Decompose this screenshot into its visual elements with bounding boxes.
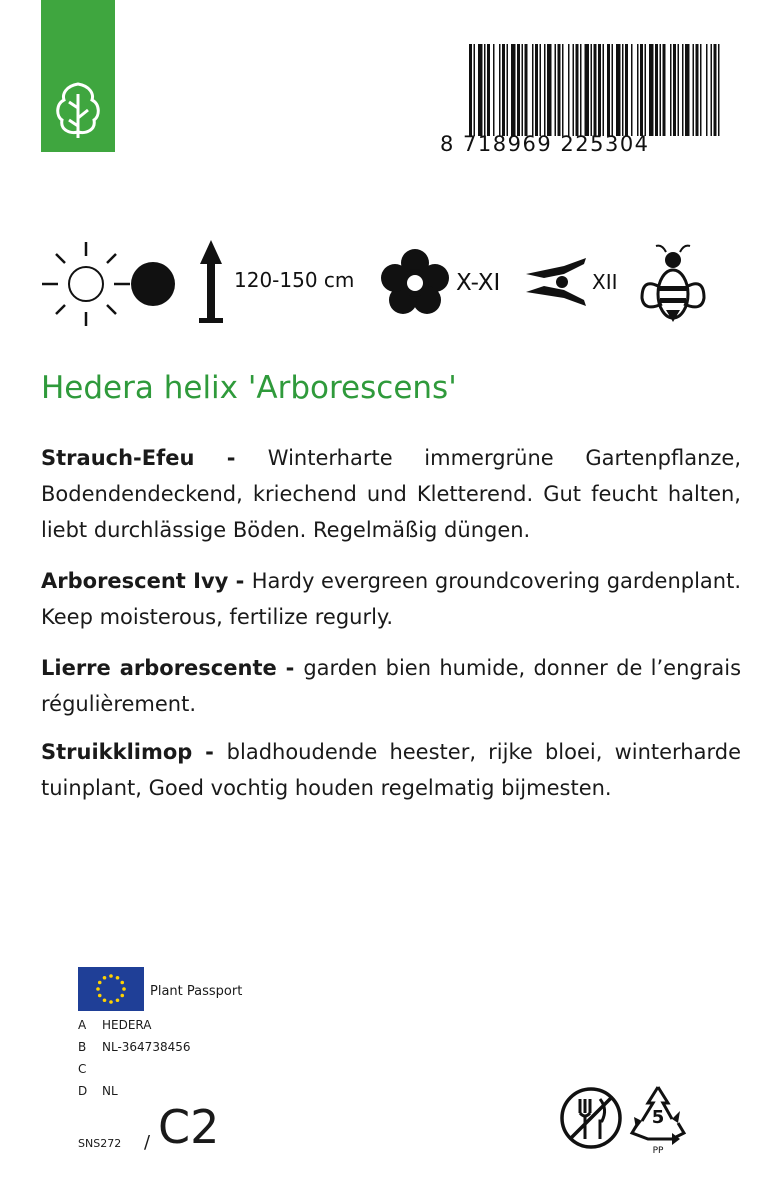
barcode-bar <box>594 44 597 136</box>
barcode-bar <box>487 44 490 136</box>
barcode-bar <box>493 44 495 136</box>
barcode-bar <box>678 44 680 136</box>
passport-value: NL-364738456 <box>102 1040 191 1054</box>
not-food-safe-icon <box>558 1085 624 1151</box>
description-name: Lierre arborescente - <box>41 656 304 680</box>
pot-size: C2 <box>158 1100 220 1154</box>
barcode-bar <box>585 44 590 136</box>
height-arrow-icon <box>196 238 226 328</box>
barcode-bar <box>711 44 713 136</box>
barcode-bar <box>544 44 546 136</box>
barcode-bar <box>607 44 610 136</box>
barcode-bar <box>525 44 528 136</box>
eu-star <box>122 987 126 991</box>
bloom-text: X-XI <box>456 270 501 296</box>
barcode-bar <box>522 44 524 136</box>
flower-icon <box>380 238 450 328</box>
recycle-material: PP <box>652 1146 664 1155</box>
passport-key: C <box>78 1062 87 1076</box>
tree-leaf-icon <box>52 80 104 140</box>
barcode-bar <box>603 44 605 136</box>
barcode-bar <box>499 44 501 136</box>
barcode-bar <box>640 44 643 136</box>
barcode-bar <box>469 44 472 136</box>
barcode-bar <box>502 44 505 136</box>
recycle-number: 5 <box>651 1107 665 1128</box>
barcode-bar <box>700 44 702 136</box>
barcode-bar <box>532 44 534 136</box>
barcode-bar <box>591 44 593 136</box>
height-text: 120-150 cm <box>234 268 355 292</box>
barcode-bar <box>573 44 575 136</box>
description-text: Winterharte immergrüne Gartenpflanze, Bodendendeckend, kriechend und Kletterend. Gut feucht halten, liebt durchlässige Böden. Regelmäßig düngen. <box>41 446 741 542</box>
barcode-bar <box>576 44 579 136</box>
eu-star <box>98 981 102 985</box>
plant-title: Hedera helix 'Arborescens' <box>41 370 457 406</box>
barcode-bar <box>540 44 542 136</box>
barcode-bar <box>625 44 628 136</box>
passport-value: NL <box>102 1084 118 1098</box>
barcode-bar <box>622 44 624 136</box>
barcode-bar <box>685 44 690 136</box>
barcode-bar <box>718 44 720 136</box>
sun-icon <box>40 238 132 328</box>
barcode-bar <box>649 44 654 136</box>
description-en <box>41 563 741 635</box>
passport-row-d <box>78 1084 118 1098</box>
passport-key: B <box>78 1040 87 1054</box>
barcode-digits: 8 718969 225304 <box>440 132 650 156</box>
description-name: Arborescent Ivy - <box>41 569 252 593</box>
plant-passport-label: Plant Passport <box>150 984 243 999</box>
barcode-bar <box>511 44 516 136</box>
description-name: Strauch-Efeu - <box>41 446 268 470</box>
recycle-icon <box>628 1083 688 1155</box>
barcode-bar <box>637 44 639 136</box>
passport-row-c <box>78 1062 102 1076</box>
description-name: Struikklimop - <box>41 740 227 764</box>
passport-key: A <box>78 1018 87 1032</box>
barcode-bar <box>555 44 557 136</box>
barcode-bar <box>580 44 582 136</box>
description-text: Hardy evergreen groundcovering gardenplant. Keep moisterous, fertilize regurly. <box>41 569 742 629</box>
barcode-bar <box>484 44 486 136</box>
barcode-bar <box>670 44 672 136</box>
description-nl <box>41 734 741 806</box>
eu-star <box>120 981 124 985</box>
barcode-bar <box>631 44 633 136</box>
passport-key: D <box>78 1084 88 1098</box>
barcode-bar <box>645 44 647 136</box>
eu-star <box>98 994 102 998</box>
eu-star <box>116 998 120 1002</box>
eu-star <box>116 976 120 980</box>
barcode-bar <box>474 44 476 136</box>
eu-star <box>103 998 107 1002</box>
barcode-bar <box>655 44 658 136</box>
eu-star <box>109 1000 113 1004</box>
barcode-bar <box>478 44 483 136</box>
barcode-bar <box>660 44 662 136</box>
barcode-bar <box>663 44 666 136</box>
barcode-bar <box>598 44 601 136</box>
prune-text: XII <box>592 270 618 294</box>
barcode-bar <box>547 44 552 136</box>
barcode-bar <box>673 44 676 136</box>
full-shade-icon <box>128 238 178 328</box>
bee-icon <box>636 238 710 328</box>
eu-star <box>96 987 100 991</box>
barcode-bar <box>706 44 708 136</box>
barcode-bar <box>535 44 538 136</box>
eu-star <box>103 976 107 980</box>
barcode-bar <box>612 44 614 136</box>
eu-flag-icon <box>78 967 144 1011</box>
barcode <box>469 44 721 136</box>
barcode-bar <box>562 44 564 136</box>
pruning-shears-icon <box>524 238 590 328</box>
barcode-bar <box>714 44 717 136</box>
barcode-bar <box>568 44 570 136</box>
description-de <box>41 440 741 548</box>
barcode-bar <box>682 44 684 136</box>
barcode-bar <box>616 44 621 136</box>
barcode-bar <box>517 44 520 136</box>
eu-star <box>120 994 124 998</box>
description-text: garden bien humide, donner de l’engrais régulièrement. <box>41 656 742 716</box>
passport-value: HEDERA <box>102 1018 152 1032</box>
description-text: bladhoudende heester, rijke bloei, winterharde tuinplant, Goed vochtig houden regelmatig bijmesten. <box>41 740 741 800</box>
passport-row-a <box>78 1018 152 1032</box>
code-separator: / <box>144 1132 151 1153</box>
barcode-bar <box>507 44 509 136</box>
product-code: SNS272 <box>78 1137 122 1150</box>
eu-star <box>109 974 113 978</box>
description-fr <box>41 650 741 722</box>
passport-row-b <box>78 1040 191 1054</box>
barcode-bar <box>693 44 695 136</box>
barcode-bar <box>558 44 561 136</box>
barcode-bar <box>696 44 699 136</box>
